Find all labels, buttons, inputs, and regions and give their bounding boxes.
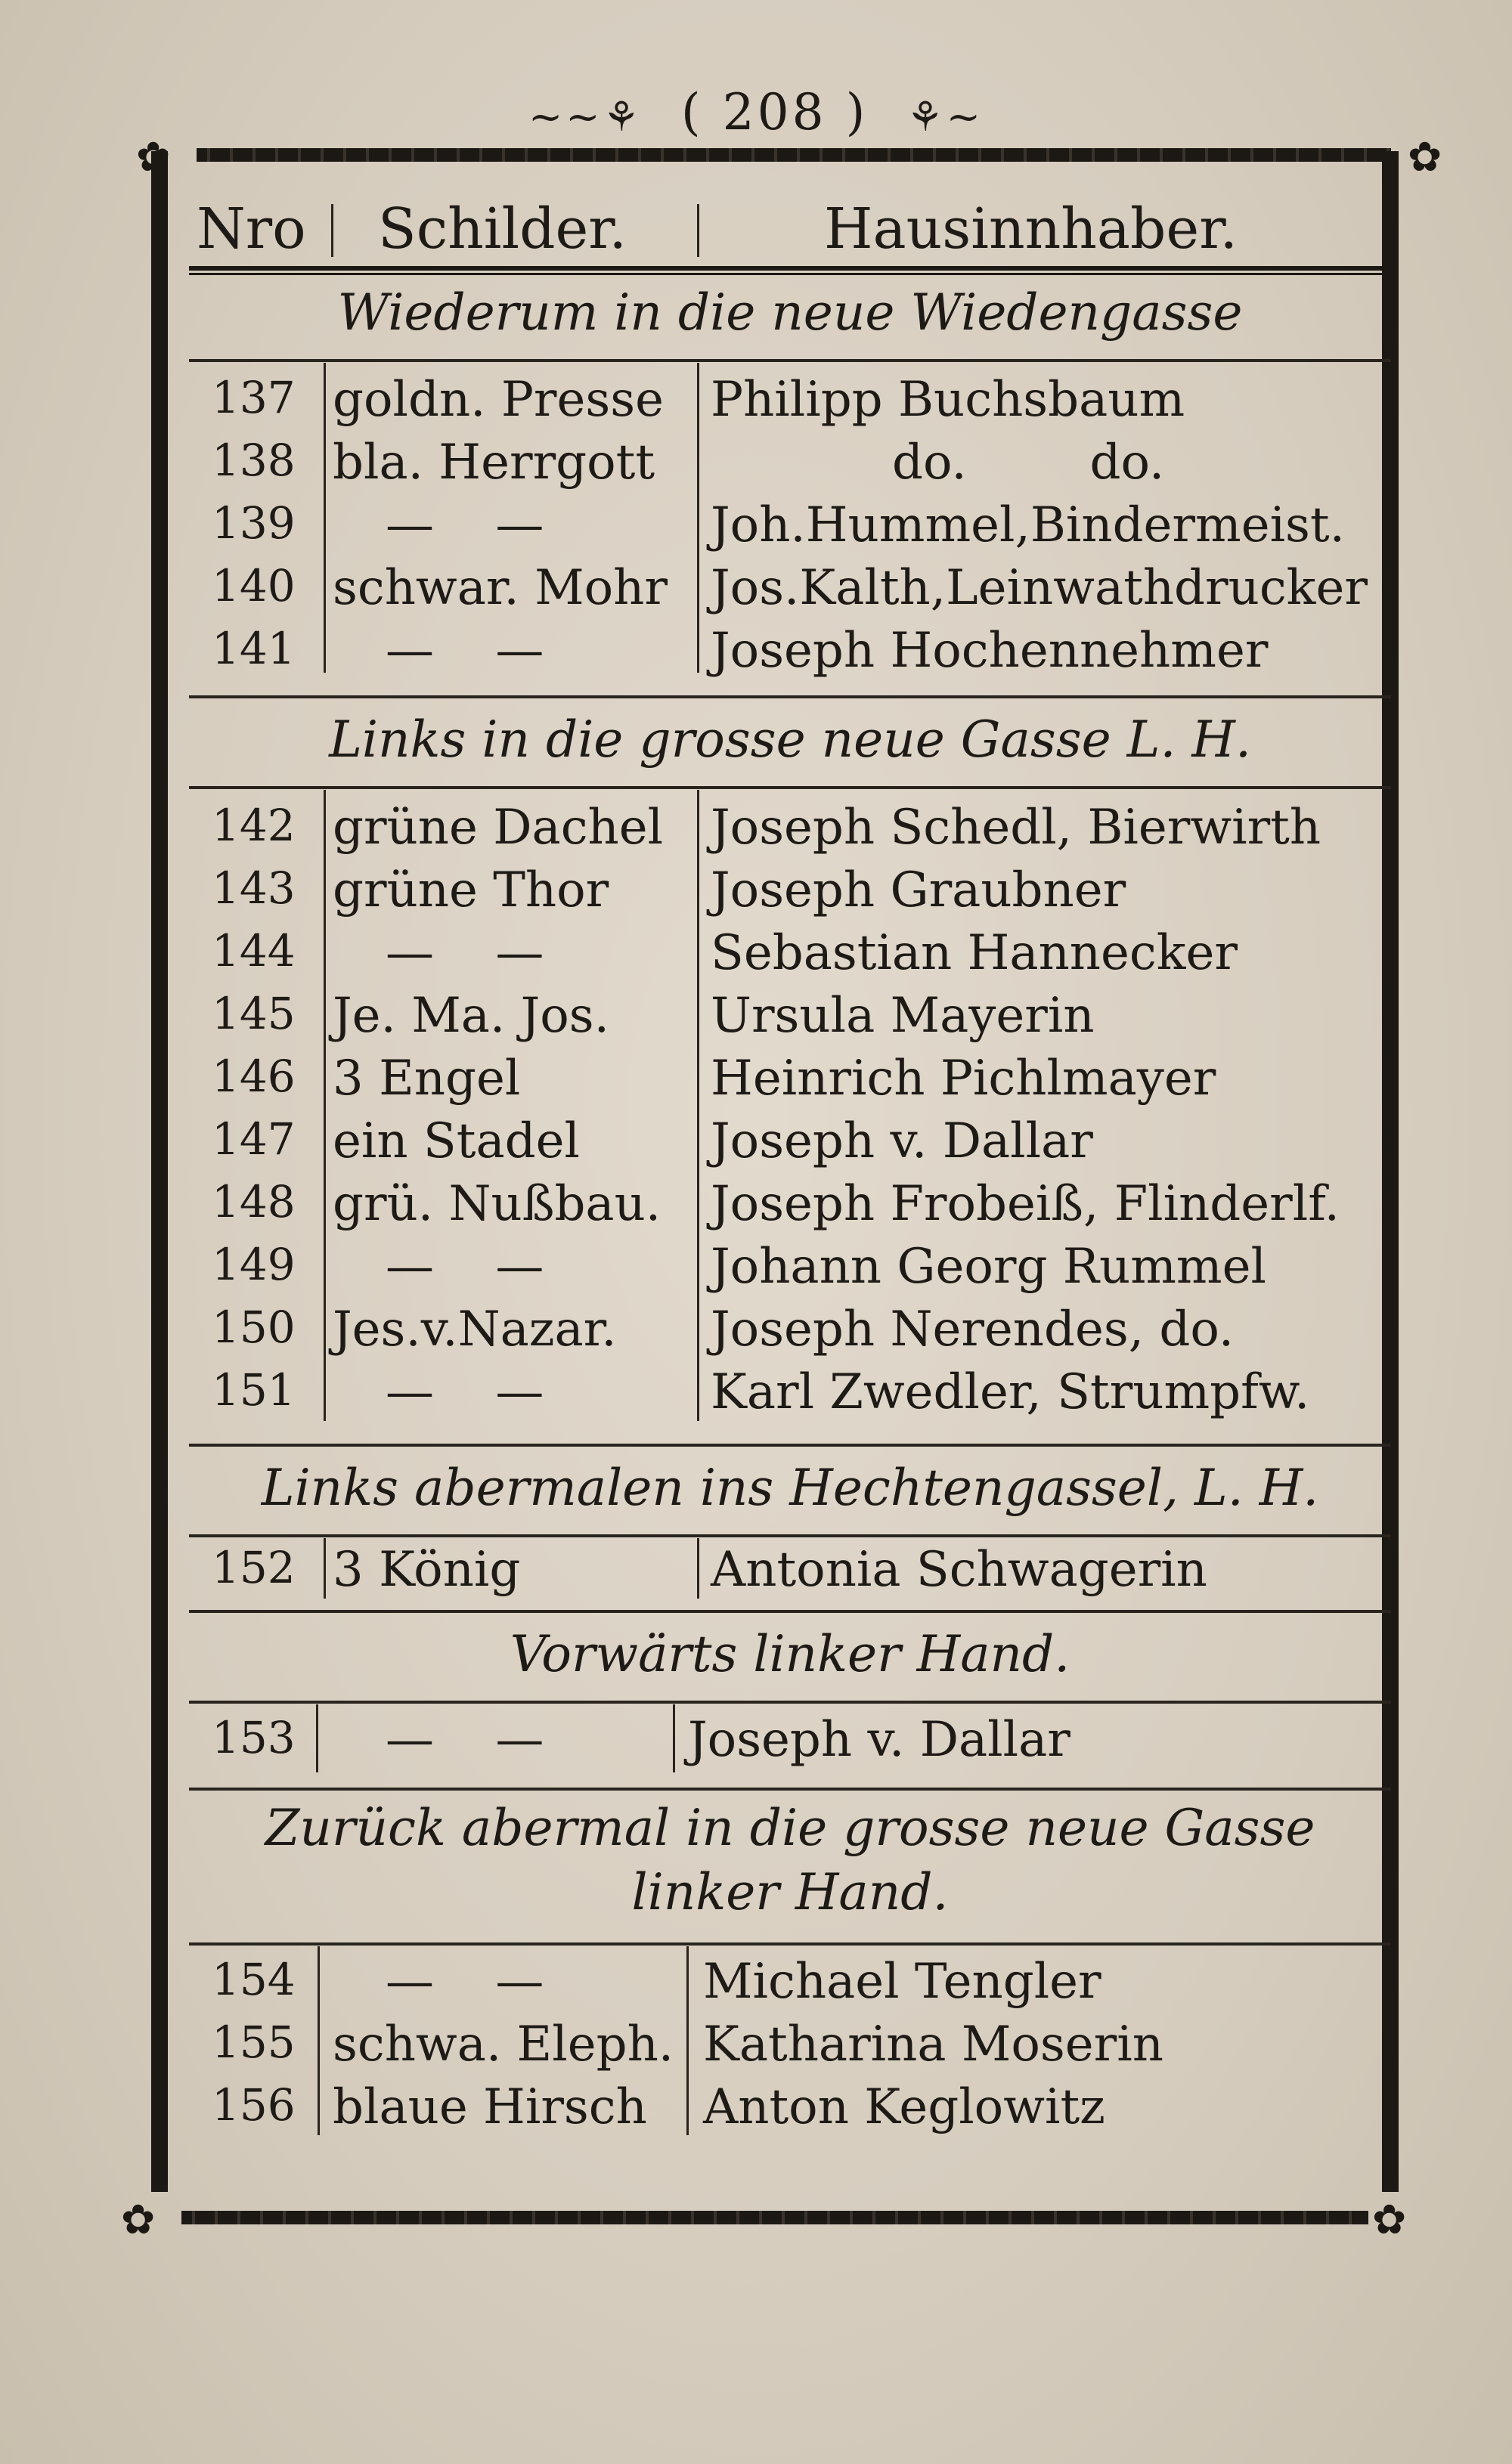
sign-name: blaue Hirsch [333, 2079, 647, 2135]
sign-name: schwa. Eleph. [333, 2017, 674, 2072]
house-owner: Joseph v. Dallar [688, 1712, 1070, 1768]
row-number: 147 [212, 1113, 296, 1165]
row-number: 139 [212, 497, 296, 549]
column-header-schilder: Schilder. [378, 197, 627, 262]
row-number: 144 [212, 925, 296, 977]
table-row [189, 1176, 1391, 1239]
row-number: 140 [212, 560, 296, 611]
section-heading: Links in die grosse neue Gasse L. H. [329, 710, 1251, 769]
house-owner: Jos.Kalth,Leinwathdrucker [711, 560, 1368, 616]
row-number: 145 [212, 988, 296, 1039]
house-owner: Philipp Buchsbaum [711, 372, 1185, 428]
sign-name: — — [386, 925, 544, 981]
ornament-right-icon: ⚘~ [906, 92, 984, 141]
row-number: 146 [212, 1051, 296, 1102]
house-owner: Joseph Schedl, Bierwirth [711, 800, 1321, 856]
row-number: 148 [212, 1176, 296, 1227]
table-row [189, 560, 1391, 623]
ornament-left-icon: ~~⚘ [528, 92, 643, 141]
table-row [189, 862, 1391, 925]
sign-name: — — [386, 1364, 544, 1420]
table-row [189, 988, 1391, 1051]
house-owner: Michael Tengler [703, 1954, 1101, 2010]
row-number: 154 [212, 1954, 296, 2005]
table-row [189, 435, 1391, 497]
row-number: 149 [212, 1239, 296, 1290]
house-owner: Karl Zwedler, Strumpfw. [711, 1364, 1310, 1420]
sign-name: grü. Nußbau. [333, 1176, 662, 1232]
house-owner: Joh.Hummel,Bindermeist. [711, 497, 1345, 553]
header-rule [189, 266, 1391, 275]
section-rule [189, 1701, 1391, 1704]
section-rule [189, 359, 1391, 362]
column-header-nr: Nro [197, 197, 306, 262]
sign-name: — — [386, 1239, 544, 1295]
row-number: 150 [212, 1302, 296, 1353]
sign-name: schwar. Mohr [333, 560, 668, 616]
corner-ornament-icon: ✿ [121, 2196, 156, 2243]
section-rule [189, 1788, 1391, 1791]
table-row [189, 800, 1391, 862]
house-owner: Joseph Nerendes, do. [711, 1302, 1235, 1357]
sign-name: ein Stadel [333, 1113, 580, 1169]
row-number: 137 [212, 372, 296, 423]
house-owner: Ursula Mayerin [711, 988, 1095, 1044]
house-owner: Sebastian Hannecker [711, 925, 1238, 981]
table-row [189, 1364, 1391, 1427]
corner-ornament-icon: ✿ [1372, 2196, 1407, 2243]
sign-name: — — [386, 497, 544, 553]
page-number: ( 208 ) [680, 83, 869, 141]
table-row [189, 623, 1391, 686]
corner-ornament-icon: ✿ [136, 133, 171, 181]
table-row [189, 2017, 1391, 2079]
row-number: 138 [212, 435, 296, 486]
row-number: 142 [212, 800, 296, 851]
sign-name: 3 König [333, 1542, 521, 1598]
header-separator [697, 204, 699, 257]
row-number: 151 [212, 1364, 296, 1416]
sign-name: Jes.v.Nazar. [333, 1302, 617, 1357]
house-owner: Joseph v. Dallar [711, 1113, 1093, 1169]
sign-name: 3 Engel [333, 1051, 521, 1107]
sign-name: grüne Dachel [333, 800, 664, 856]
table-header [189, 174, 1391, 265]
table-row [189, 1954, 1391, 2017]
section-rule [189, 1942, 1391, 1946]
section-rule [189, 786, 1391, 789]
section-heading: Links abermalen ins Hechtengassel, L. H. [261, 1459, 1319, 1517]
table-row [189, 925, 1391, 988]
house-owner: Joseph Hochennehmer [711, 623, 1269, 679]
sign-name: grüne Thor [333, 862, 609, 918]
section-heading-continued: linker Hand. [631, 1863, 949, 1921]
sign-name: goldn. Presse [333, 372, 664, 428]
sign-name: — — [386, 1954, 544, 2010]
table-row [189, 1113, 1391, 1176]
house-owner: Anton Keglowitz [703, 2079, 1105, 2135]
house-register-table [189, 174, 1391, 2199]
house-owner: Joseph Frobeiß, Flinderlf. [711, 1176, 1340, 1232]
house-owner: Heinrich Pichlmayer [711, 1051, 1216, 1107]
page-header [0, 83, 1512, 141]
section-heading: Vorwärts linker Hand. [510, 1625, 1070, 1683]
section-heading: Wiederum in die neue Wiedengasse [337, 283, 1243, 342]
row-number: 156 [212, 2079, 296, 2131]
table-row [189, 1051, 1391, 1113]
table-row [189, 2079, 1391, 2142]
bottom-border-rule [181, 2211, 1368, 2224]
table-row [189, 1542, 1391, 1605]
house-owner: Joseph Graubner [711, 862, 1126, 918]
column-header-hausinnhaber: Hausinnhaber. [824, 197, 1238, 262]
section-rule [189, 1444, 1391, 1447]
house-owner: Katharina Moserin [703, 2017, 1163, 2072]
house-owner: do. do. [892, 435, 1165, 491]
row-number: 141 [212, 623, 296, 674]
section-rule [189, 1534, 1391, 1537]
row-number: 155 [212, 2017, 296, 2068]
table-row [189, 1239, 1391, 1302]
section-heading: Zurück abermal in die grosse neue Gasse [265, 1799, 1315, 1857]
row-number: 152 [212, 1542, 296, 1593]
section-rule [189, 1610, 1391, 1613]
corner-ornament-icon: ✿ [1408, 133, 1442, 181]
row-number: 143 [212, 862, 296, 914]
row-number: 153 [212, 1712, 296, 1763]
house-owner: Antonia Schwagerin [711, 1542, 1207, 1598]
table-row [189, 497, 1391, 560]
sign-name: Je. Ma. Jos. [333, 988, 609, 1044]
sign-name: bla. Herrgott [333, 435, 655, 491]
header-separator [331, 204, 333, 257]
house-owner: Johann Georg Rummel [711, 1239, 1266, 1295]
sign-name: — — [386, 623, 544, 679]
table-row [189, 1712, 1391, 1775]
table-row [189, 1302, 1391, 1364]
sign-name: — — [386, 1712, 544, 1768]
section-rule [189, 695, 1391, 698]
table-row [189, 372, 1391, 435]
